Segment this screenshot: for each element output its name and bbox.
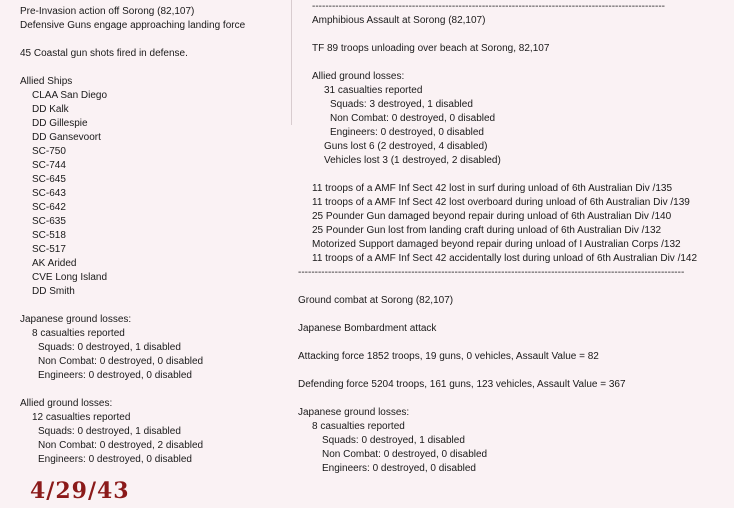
game-date: 4/29/43 xyxy=(30,478,130,504)
report-line: Squads: 3 destroyed, 1 disabled xyxy=(330,99,473,110)
report-line: SC-517 xyxy=(32,244,66,255)
report-line: Amphibious Assault at Sorong (82,107) xyxy=(312,15,486,26)
report-line: Allied ground losses: xyxy=(20,398,113,409)
report-line: Motorized Support damaged beyond repair during unload of I Australian Corps /132 xyxy=(312,239,681,250)
report-line: Japanese Bombardment attack xyxy=(298,323,437,334)
report-line: Non Combat: 0 destroyed, 0 disabled xyxy=(38,356,204,367)
blank-line xyxy=(20,61,285,75)
column-divider xyxy=(291,0,292,125)
separator-line: -------------------------------------------------------------------------------------------------------------------- xyxy=(298,267,685,278)
report-line: Allied Ships xyxy=(20,76,73,87)
report-line: Defensive Guns engage approaching landing force xyxy=(20,20,246,31)
report-line: CVE Long Island xyxy=(32,272,108,283)
blank-line xyxy=(298,392,728,406)
report-line: Engineers: 0 destroyed, 0 disabled xyxy=(322,463,476,474)
report-line: 8 casualties reported xyxy=(312,421,405,432)
blank-line xyxy=(20,33,285,47)
blank-line xyxy=(298,28,728,42)
blank-line xyxy=(20,299,285,313)
report-line: SC-642 xyxy=(32,202,66,213)
report-line: SC-643 xyxy=(32,188,66,199)
blank-line xyxy=(298,168,728,182)
report-line: DD Gillespie xyxy=(32,118,88,129)
report-line: Non Combat: 0 destroyed, 0 disabled xyxy=(330,113,496,124)
report-line: Squads: 0 destroyed, 1 disabled xyxy=(322,435,465,446)
left-combat-report xyxy=(20,5,285,467)
report-line: Non Combat: 0 destroyed, 2 disabled xyxy=(38,440,204,451)
report-line: Engineers: 0 destroyed, 0 disabled xyxy=(330,127,484,138)
report-line: Engineers: 0 destroyed, 0 disabled xyxy=(38,370,192,381)
report-line: Japanese ground losses: xyxy=(20,314,132,325)
report-line: Attacking force 1852 troops, 19 guns, 0 vehicles, Assault Value = 82 xyxy=(298,351,599,362)
report-line: SC-750 xyxy=(32,146,66,157)
blank-line xyxy=(298,364,728,378)
report-line: 11 troops of a AMF Inf Sect 42 accidentally lost during unload of 6th Australian Div /142 xyxy=(312,253,698,264)
report-line: Japanese ground losses: xyxy=(298,407,410,418)
report-line: 8 casualties reported xyxy=(32,328,125,339)
report-line: 25 Pounder Gun damaged beyond repair during unload of 6th Australian Div /140 xyxy=(312,211,672,222)
blank-line xyxy=(20,383,285,397)
report-line: 11 troops of a AMF Inf Sect 42 lost overboard during unload of 6th Australian Div /139 xyxy=(312,197,690,208)
report-line: 31 casualties reported xyxy=(324,85,423,96)
report-line: 12 casualties reported xyxy=(32,412,131,423)
report-line: Non Combat: 0 destroyed, 0 disabled xyxy=(322,449,488,460)
report-line: 45 Coastal gun shots fired in defense. xyxy=(20,48,188,59)
report-line: Guns lost 6 (2 destroyed, 4 disabled) xyxy=(324,141,488,152)
report-line: Engineers: 0 destroyed, 0 disabled xyxy=(38,454,192,465)
report-line: 11 troops of a AMF Inf Sect 42 lost in surf during unload of 6th Australian Div /135 xyxy=(312,183,673,194)
blank-line xyxy=(298,308,728,322)
separator-line: ---------------------------------------------------------------------------------------------------------- xyxy=(312,1,665,12)
report-line: Ground combat at Sorong (82,107) xyxy=(298,295,454,306)
report-line: TF 89 troops unloading over beach at Sorong, 82,107 xyxy=(312,43,550,54)
report-line: SC-635 xyxy=(32,216,66,227)
report-line: Squads: 0 destroyed, 1 disabled xyxy=(38,342,181,353)
report-line: Pre-Invasion action off Sorong (82,107) xyxy=(20,6,195,17)
report-line: SC-645 xyxy=(32,174,66,185)
report-line: 25 Pounder Gun lost from landing craft during unload of 6th Australian Div /132 xyxy=(312,225,662,236)
report-line: Squads: 0 destroyed, 1 disabled xyxy=(38,426,181,437)
right-combat-report xyxy=(298,0,728,476)
report-line: Vehicles lost 3 (1 destroyed, 2 disabled) xyxy=(324,155,501,166)
blank-line xyxy=(298,56,728,70)
report-line: DD Kalk xyxy=(32,104,69,115)
report-line: DD Smith xyxy=(32,286,75,297)
blank-line xyxy=(298,280,728,294)
blank-line xyxy=(298,336,728,350)
report-line: DD Gansevoort xyxy=(32,132,101,143)
report-line: Allied ground losses: xyxy=(312,71,405,82)
report-line: AK Arided xyxy=(32,258,77,269)
report-line: SC-744 xyxy=(32,160,66,171)
report-line: SC-518 xyxy=(32,230,66,241)
report-line: Defending force 5204 troops, 161 guns, 123 vehicles, Assault Value = 367 xyxy=(298,379,626,390)
report-line: CLAA San Diego xyxy=(32,90,108,101)
